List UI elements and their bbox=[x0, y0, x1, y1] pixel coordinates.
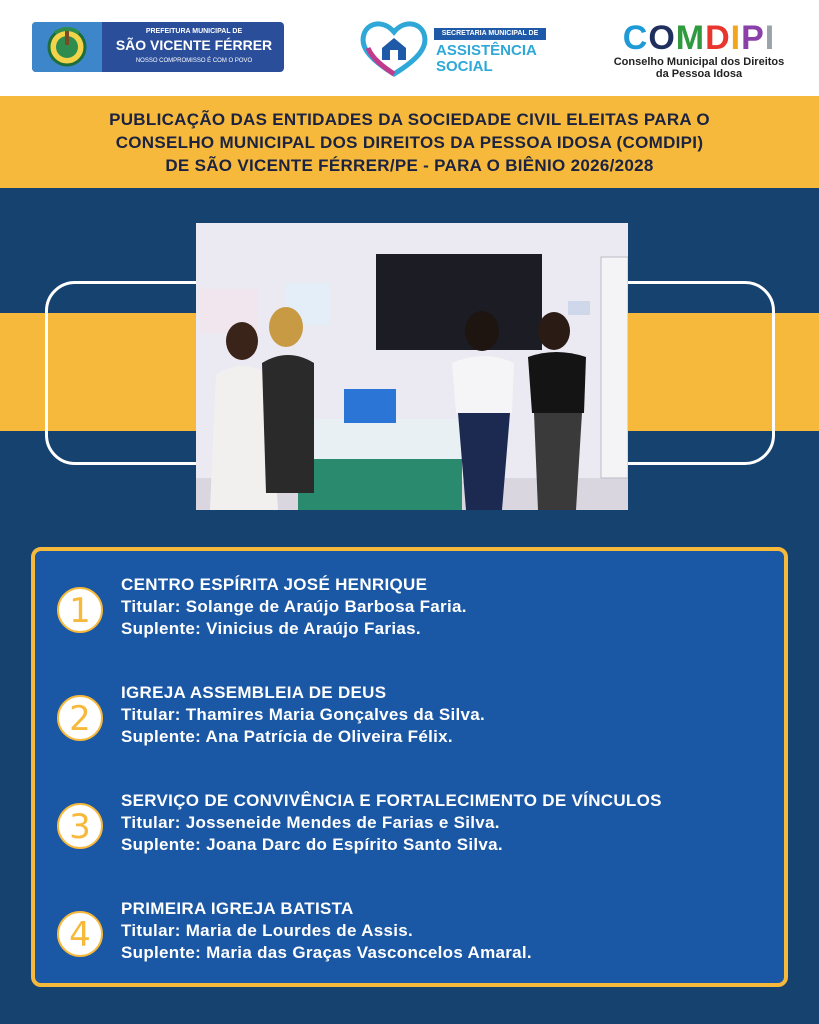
comdipi-letter: O bbox=[648, 19, 676, 57]
entry-text bbox=[121, 790, 662, 856]
logo-bar bbox=[0, 0, 819, 96]
title-line2: CONSELHO MUNICIPAL DOS DIREITOS DA PESSOA IDOSA (COMDIPI) bbox=[115, 132, 704, 152]
entity-titular: Titular: Thamires Maria Gonçalves da Silva. bbox=[121, 705, 486, 724]
entity-titular: Titular: Maria de Lourdes de Assis. bbox=[121, 921, 414, 940]
municipal-emblem-icon bbox=[32, 22, 102, 72]
number-badge: 3 bbox=[57, 803, 103, 849]
prefeitura-line1: PREFEITURA MUNICIPAL DE bbox=[145, 28, 243, 35]
comdipi-letter: I bbox=[730, 19, 742, 57]
comdipi-letter: C bbox=[622, 19, 649, 57]
list-item bbox=[35, 679, 792, 769]
number-badge: 1 bbox=[57, 587, 103, 633]
comdipi-sub2: da Pessoa Idosa bbox=[655, 68, 743, 80]
entry-text bbox=[121, 898, 532, 964]
entity-titular: Titular: Solange de Araújo Barbosa Faria. bbox=[121, 597, 467, 616]
assistencia-word1: ASSISTÊNCIA bbox=[436, 42, 537, 59]
assistencia-social-logo bbox=[358, 18, 548, 78]
group-photo bbox=[196, 223, 628, 510]
heart-house-icon bbox=[358, 18, 430, 78]
prefeitura-line2: SÃO VICENTE FÉRRER bbox=[115, 37, 273, 53]
comdipi-letter: P bbox=[741, 19, 765, 57]
comdipi-logo bbox=[606, 20, 792, 82]
comdipi-letter: M bbox=[675, 19, 706, 57]
entity-suplente: Suplente: Joana Darc do Espírito Santo Silva. bbox=[121, 835, 503, 854]
comdipi-sub1: Conselho Municipal dos Direitos bbox=[613, 56, 785, 68]
entity-suplente: Suplente: Vinicius de Araújo Farias. bbox=[121, 619, 421, 638]
entity-titular: Titular: Josseneide Mendes de Farias e Silva. bbox=[121, 813, 500, 832]
entity-suplente: Suplente: Maria das Graças Vasconcelos Amaral. bbox=[121, 943, 532, 962]
entity-name: PRIMEIRA IGREJA BATISTA bbox=[121, 899, 354, 918]
title-line3: DE SÃO VICENTE FÉRRER/PE - PARA O BIÊNIO 2026/2028 bbox=[165, 155, 654, 175]
number-badge: 2 bbox=[57, 695, 103, 741]
number-badge: 4 bbox=[57, 911, 103, 957]
comdipi-letter: I bbox=[764, 19, 776, 57]
prefeitura-logo bbox=[32, 22, 284, 72]
title-band bbox=[0, 96, 819, 188]
assistencia-label: SECRETARIA MUNICIPAL DE bbox=[434, 28, 546, 40]
comdipi-wordmark bbox=[606, 20, 792, 56]
entry-text bbox=[121, 574, 467, 640]
comdipi-letter: D bbox=[705, 19, 731, 57]
entity-name: SERVIÇO DE CONVIVÊNCIA E FORTALECIMENTO DE VÍNCULOS bbox=[121, 791, 662, 810]
list-item bbox=[35, 787, 792, 877]
list-item bbox=[35, 895, 792, 985]
prefeitura-line3: NOSSO COMPROMISSO É COM O POVO bbox=[135, 58, 253, 64]
entity-name: IGREJA ASSEMBLEIA DE DEUS bbox=[121, 683, 387, 702]
entities-list bbox=[31, 547, 788, 987]
list-item bbox=[35, 571, 792, 661]
entity-name: CENTRO ESPÍRITA JOSÉ HENRIQUE bbox=[121, 575, 428, 594]
assistencia-word2: SOCIAL bbox=[436, 58, 493, 75]
title-line1: PUBLICAÇÃO DAS ENTIDADES DA SOCIEDADE CIVIL ELEITAS PARA O bbox=[109, 109, 710, 129]
entry-text bbox=[121, 682, 485, 748]
entity-suplente: Suplente: Ana Patrícia de Oliveira Félix. bbox=[121, 727, 453, 746]
page-title bbox=[40, 108, 780, 177]
